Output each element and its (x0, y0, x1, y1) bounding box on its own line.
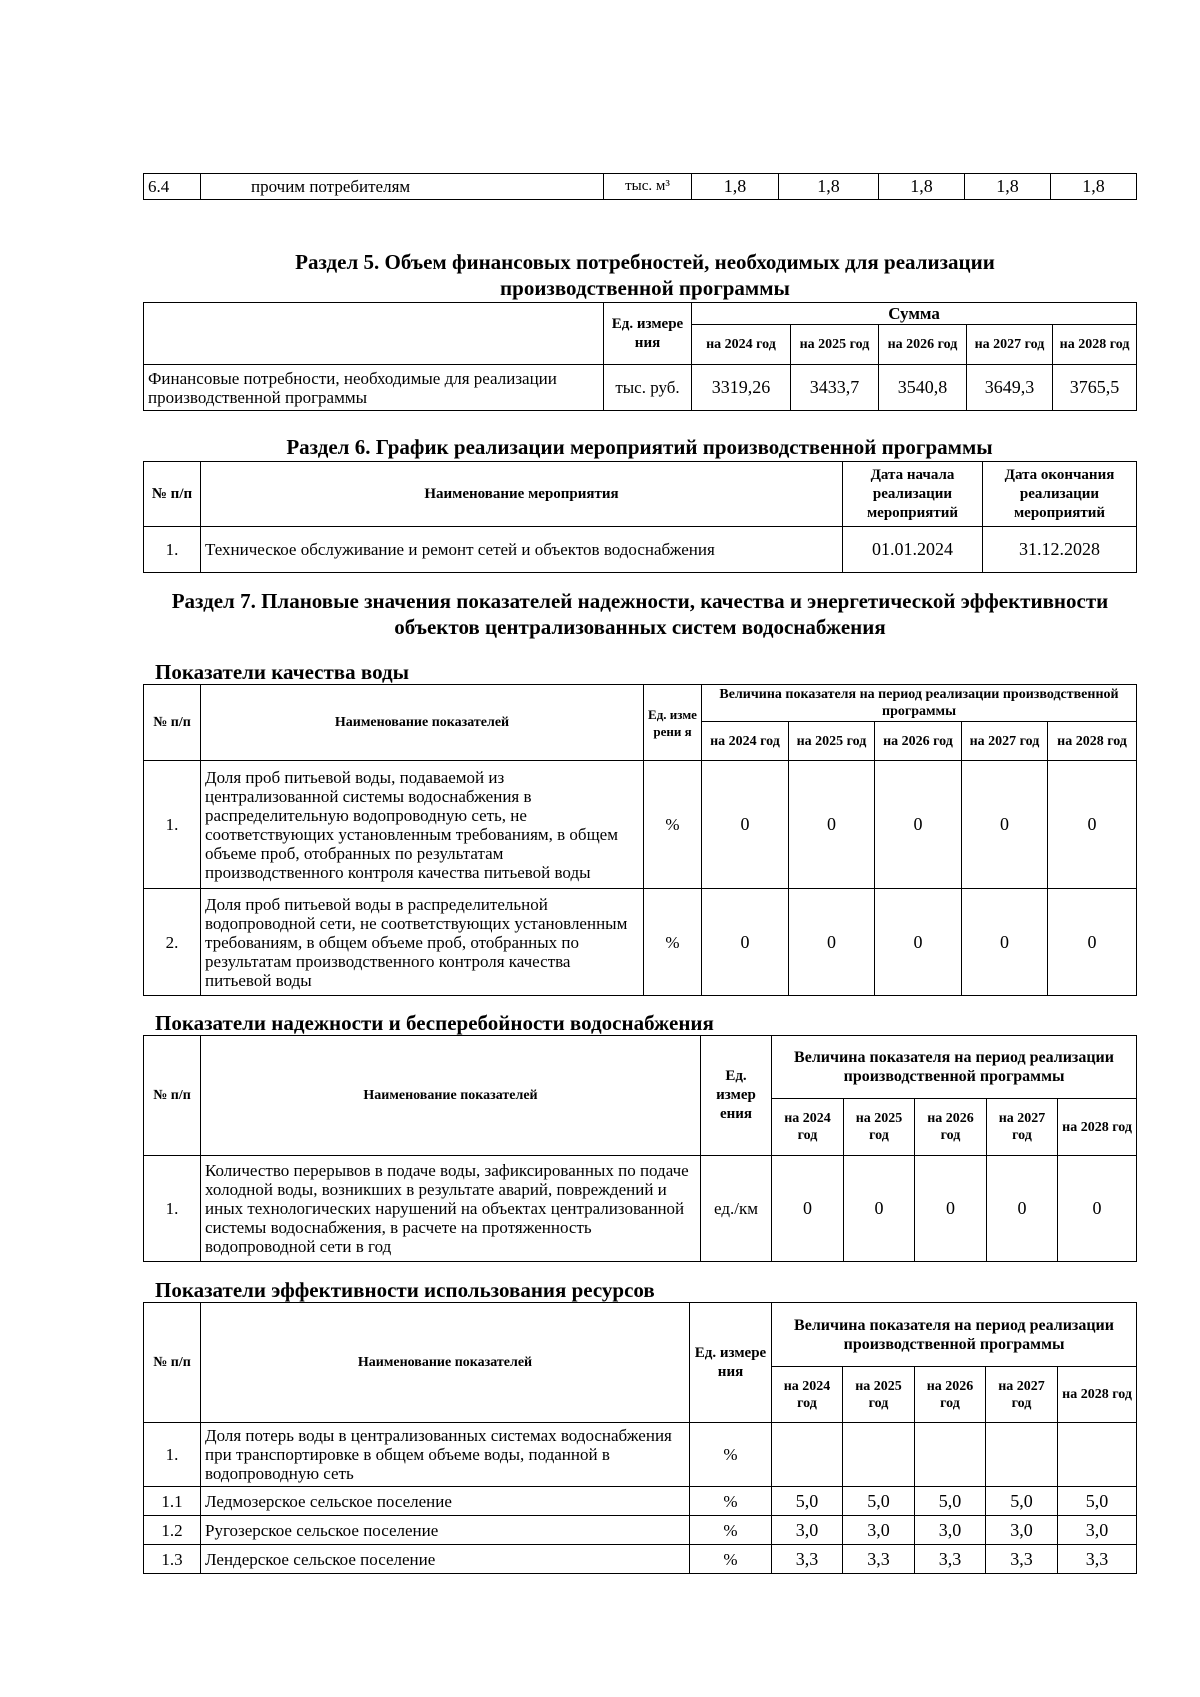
period-header: Величина показателя на период реализации производственной программы (772, 1036, 1137, 1099)
row-unit: % (690, 1423, 772, 1487)
value-cell: 3,3 (772, 1545, 843, 1574)
value-cell: 0 (1058, 1156, 1137, 1262)
year-header: на 2025 год (844, 1099, 915, 1156)
quality-subtitle: Показатели качества воды (155, 660, 409, 684)
value-cell: 5,0 (772, 1487, 843, 1516)
row-unit: тыс. м³ (604, 174, 692, 200)
value-cell: 3,3 (1058, 1545, 1137, 1574)
table-row (144, 1156, 1137, 1262)
value-cell: 3,0 (843, 1516, 915, 1545)
header-row (144, 1303, 1137, 1367)
value-cell: 0 (987, 1156, 1058, 1262)
reliability-table (143, 1035, 1137, 1262)
value-cell: 1,8 (692, 174, 779, 200)
efficiency-table (143, 1302, 1137, 1574)
row-number: 1. (144, 761, 201, 889)
row-number: 2. (144, 889, 201, 996)
year-header: на 2026 год (915, 1099, 987, 1156)
num-header: № п/п (144, 462, 201, 527)
num-header: № п/п (144, 685, 201, 761)
value-cell: 1,8 (1051, 174, 1137, 200)
row-unit: % (690, 1545, 772, 1574)
unit-header: Ед. изме рени я (644, 685, 702, 761)
value-cell: 1,8 (879, 174, 965, 200)
name-header: Наименование показателей (201, 1036, 701, 1156)
value-cell: 0 (962, 889, 1048, 996)
row-unit: % (690, 1487, 772, 1516)
row-name: Техническое обслуживание и ремонт сетей и объектов водоснабжения (201, 527, 843, 573)
year-header: на 2024 год (702, 722, 789, 761)
value-cell: 3,3 (843, 1545, 915, 1574)
value-cell: 0 (1048, 889, 1137, 996)
row-unit: тыс. руб. (604, 365, 692, 411)
year-header: на 2027 год (987, 1099, 1058, 1156)
header-row (144, 303, 1137, 325)
year-header: на 2026 год (915, 1367, 986, 1423)
value-cell: 3649,3 (967, 365, 1053, 411)
quality-table (143, 684, 1137, 996)
value-cell: 0 (1048, 761, 1137, 889)
year-header: на 2024 год (772, 1099, 844, 1156)
section-7-title: Раздел 7. Плановые значения показателей надежности, качества и энергетической эффективности объектов централизованных систем водоснабжения (171, 589, 1109, 639)
reliability-subtitle: Показатели надежности и бесперебойности водоснабжения (155, 1011, 714, 1035)
value-cell: 3,0 (986, 1516, 1058, 1545)
year-header: на 2024 год (692, 325, 791, 365)
row-number: 1. (144, 1423, 201, 1487)
value-cell (843, 1423, 915, 1487)
year-header: на 2027 год (986, 1367, 1058, 1423)
table-row (144, 1423, 1137, 1487)
row-name: Доля проб питьевой воды, подаваемой из централизованной системы водоснабжения в распределительную водопроводную сеть, не соответствующих установленным требованиям, в общем объеме проб, отобранных по результатам производственного контроля качества питьевой воды (201, 761, 644, 889)
header-row (144, 462, 1137, 527)
value-cell: 3,0 (1058, 1516, 1137, 1545)
name-header: Наименование показателей (201, 1303, 690, 1423)
num-header: № п/п (144, 1036, 201, 1156)
value-cell: 0 (915, 1156, 987, 1262)
row-name: Доля потерь воды в централизованных системах водоснабжения при транспортировке в общем объеме воды, поданной в водопроводную сеть (201, 1423, 690, 1487)
row-name: Финансовые потребности, необходимые для реализации производственной программы (144, 365, 604, 411)
year-header: на 2025 год (789, 722, 875, 761)
row-number: 1. (144, 527, 201, 573)
table-row (144, 527, 1137, 573)
unit-header: Ед. измере ния (690, 1303, 772, 1423)
year-header: на 2026 год (879, 325, 967, 365)
year-header: на 2028 год (1058, 1367, 1137, 1423)
section-5-title: Раздел 5. Объем финансовых потребностей, необходимых для реализации производственной программы (295, 250, 995, 300)
row-name: Ледмозерское сельское поселение (201, 1487, 690, 1516)
unit-header: Ед. измере ния (604, 303, 692, 365)
table-row (144, 1487, 1137, 1516)
year-header: на 2026 год (875, 722, 962, 761)
row-number: 1.3 (144, 1545, 201, 1574)
value-cell: 3,3 (986, 1545, 1058, 1574)
row-name: Доля проб питьевой воды в распределительной водопроводной сети, не соответствующих установленным требованиям, в общем объеме проб, отобранных по результатам производственного контроля качества питьевой воды (201, 889, 644, 996)
row-name: Количество перерывов в подаче воды, зафиксированных по подаче холодной воды, возникших в результате аварий, повреждений и иных технологических нарушений на объектах централизованной системы водоснабжения, в расчете на протяженность водопроводной сети в год (201, 1156, 701, 1262)
table-row (144, 761, 1137, 889)
value-cell: 3765,5 (1053, 365, 1137, 411)
value-cell (986, 1423, 1058, 1487)
year-header: на 2027 год (967, 325, 1053, 365)
value-cell: 0 (789, 889, 875, 996)
unit-header: Ед. измер ения (701, 1036, 772, 1156)
row-unit: % (690, 1516, 772, 1545)
table-row (144, 174, 1137, 200)
value-cell: 0 (702, 761, 789, 889)
num-header: № п/п (144, 1303, 201, 1423)
section-6-title: Раздел 6. График реализации мероприятий производственной программы (286, 435, 993, 459)
name-header: Наименование мероприятия (201, 462, 843, 527)
value-cell: 3,0 (772, 1516, 843, 1545)
value-cell: 0 (772, 1156, 844, 1262)
year-header: на 2025 год (791, 325, 879, 365)
row-number: 1.1 (144, 1487, 201, 1516)
value-cell: 0 (789, 761, 875, 889)
value-cell: 0 (875, 761, 962, 889)
start-date: 01.01.2024 (843, 527, 983, 573)
year-header: на 2028 год (1058, 1099, 1137, 1156)
value-cell: 5,0 (1058, 1487, 1137, 1516)
top-table (143, 173, 1137, 200)
sum-header: Сумма (692, 303, 1137, 325)
start-date-header: Дата начала реализации мероприятий (843, 462, 983, 527)
table-row (144, 365, 1137, 411)
period-header: Величина показателя на период реализации производственной программы (772, 1303, 1137, 1367)
year-header: на 2028 год (1048, 722, 1137, 761)
row-unit: ед./км (701, 1156, 772, 1262)
row-unit: % (644, 889, 702, 996)
header-row (144, 1036, 1137, 1099)
value-cell (915, 1423, 986, 1487)
row-number: 6.4 (144, 174, 201, 200)
row-unit: % (644, 761, 702, 889)
year-header: на 2027 год (962, 722, 1048, 761)
value-cell: 3319,26 (692, 365, 791, 411)
value-cell: 0 (844, 1156, 915, 1262)
efficiency-subtitle: Показатели эффективности использования ресурсов (155, 1278, 655, 1302)
value-cell: 0 (702, 889, 789, 996)
row-name: Ругозерское сельское поселение (201, 1516, 690, 1545)
value-cell: 5,0 (986, 1487, 1058, 1516)
empty-header (144, 303, 604, 365)
value-cell: 3,3 (915, 1545, 986, 1574)
value-cell: 3,0 (915, 1516, 986, 1545)
section-5-table (143, 302, 1137, 411)
name-header: Наименование показателей (201, 685, 644, 761)
table-row (144, 889, 1137, 996)
row-name: Лендерское сельское поселение (201, 1545, 690, 1574)
row-number: 1.2 (144, 1516, 201, 1545)
header-row (144, 685, 1137, 722)
row-name: прочим потребителям (201, 174, 604, 200)
year-header: на 2028 год (1053, 325, 1137, 365)
value-cell (772, 1423, 843, 1487)
table-row (144, 1545, 1137, 1574)
value-cell: 3433,7 (791, 365, 879, 411)
value-cell: 5,0 (915, 1487, 986, 1516)
value-cell (1058, 1423, 1137, 1487)
year-header: на 2025 год (843, 1367, 915, 1423)
row-number: 1. (144, 1156, 201, 1262)
value-cell: 5,0 (843, 1487, 915, 1516)
value-cell: 0 (962, 761, 1048, 889)
value-cell: 3540,8 (879, 365, 967, 411)
end-date: 31.12.2028 (983, 527, 1137, 573)
end-date-header: Дата окончания реализации мероприятий (983, 462, 1137, 527)
table-row (144, 1516, 1137, 1545)
value-cell: 1,8 (965, 174, 1051, 200)
section-6-table (143, 461, 1137, 573)
year-header: на 2024 год (772, 1367, 843, 1423)
period-header: Величина показателя на период реализации производственной программы (702, 685, 1137, 722)
value-cell: 0 (875, 889, 962, 996)
value-cell: 1,8 (779, 174, 879, 200)
